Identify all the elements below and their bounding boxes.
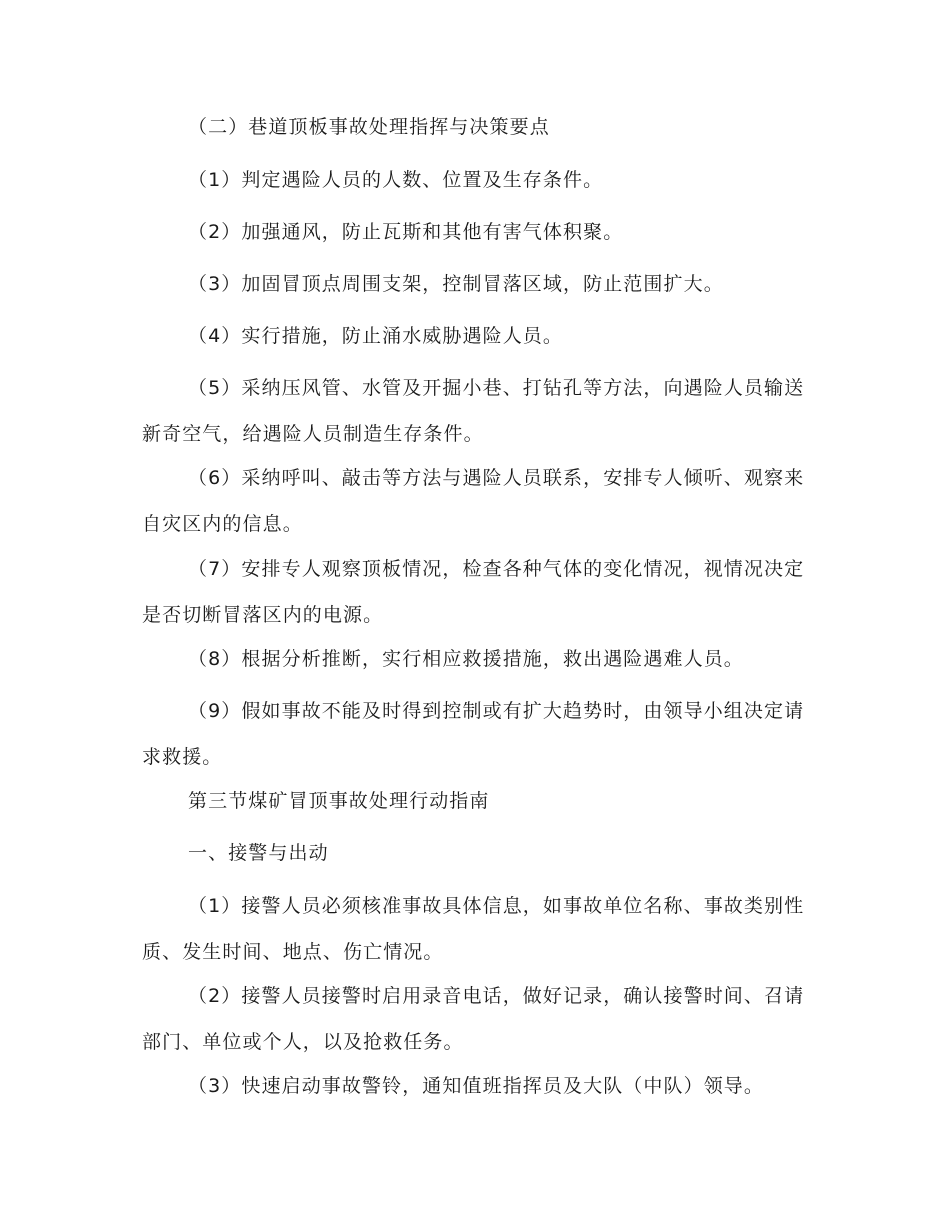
paragraph: （3）快速启动事故警铃，通知值班指挥员及大队（中队）领导。 — [188, 1075, 764, 1097]
paragraph: （5）采纳压风管、水管及开掘小巷、打钻孔等方法，向遇险人员输送新奇空气，给遇险人员制造生存条件。 — [142, 377, 805, 445]
paragraph: （9）假如事故不能及时得到控制或有扩大趋势时，由领导小组决定请求救援。 — [142, 700, 805, 768]
paragraph: （7）安排专人观察顶板情况，检查各种气体的变化情况，视情况决定是否切断冒落区内的电源。 — [142, 558, 805, 626]
paragraph: （6）采纳呼叫、敲击等方法与遇险人员联系，安排专人倾听、观察来自灾区内的信息。 — [142, 467, 805, 535]
section-heading: （二）巷道顶板事故处理指挥与决策要点 — [188, 116, 550, 138]
section-title: 第三节煤矿冒顶事故处理行动指南 — [188, 790, 490, 812]
paragraph: （2）加强通风，防止瓦斯和其他有害气体积聚。 — [188, 221, 624, 243]
subsection-title: 一、接警与出动 — [188, 842, 329, 864]
paragraph: （1）判定遇险人员的人数、位置及生存条件。 — [188, 169, 604, 191]
paragraph: （3）加固冒顶点周围支架，控制冒落区域，防止范围扩大。 — [188, 273, 724, 295]
paragraph: （2）接警人员接警时启用录音电话，做好记录，确认接警时间、召请部门、单位或个人，以及抢救任务。 — [142, 985, 805, 1053]
paragraph: （8）根据分析推断，实行相应救援措施，救出遇险遇难人员。 — [188, 648, 744, 670]
paragraph: （4）实行措施，防止涌水威胁遇险人员。 — [188, 325, 563, 347]
paragraph: （1）接警人员必须核准事故具体信息，如事故单位名称、事故类别性质、发生时间、地点、伤亡情况。 — [142, 895, 805, 963]
